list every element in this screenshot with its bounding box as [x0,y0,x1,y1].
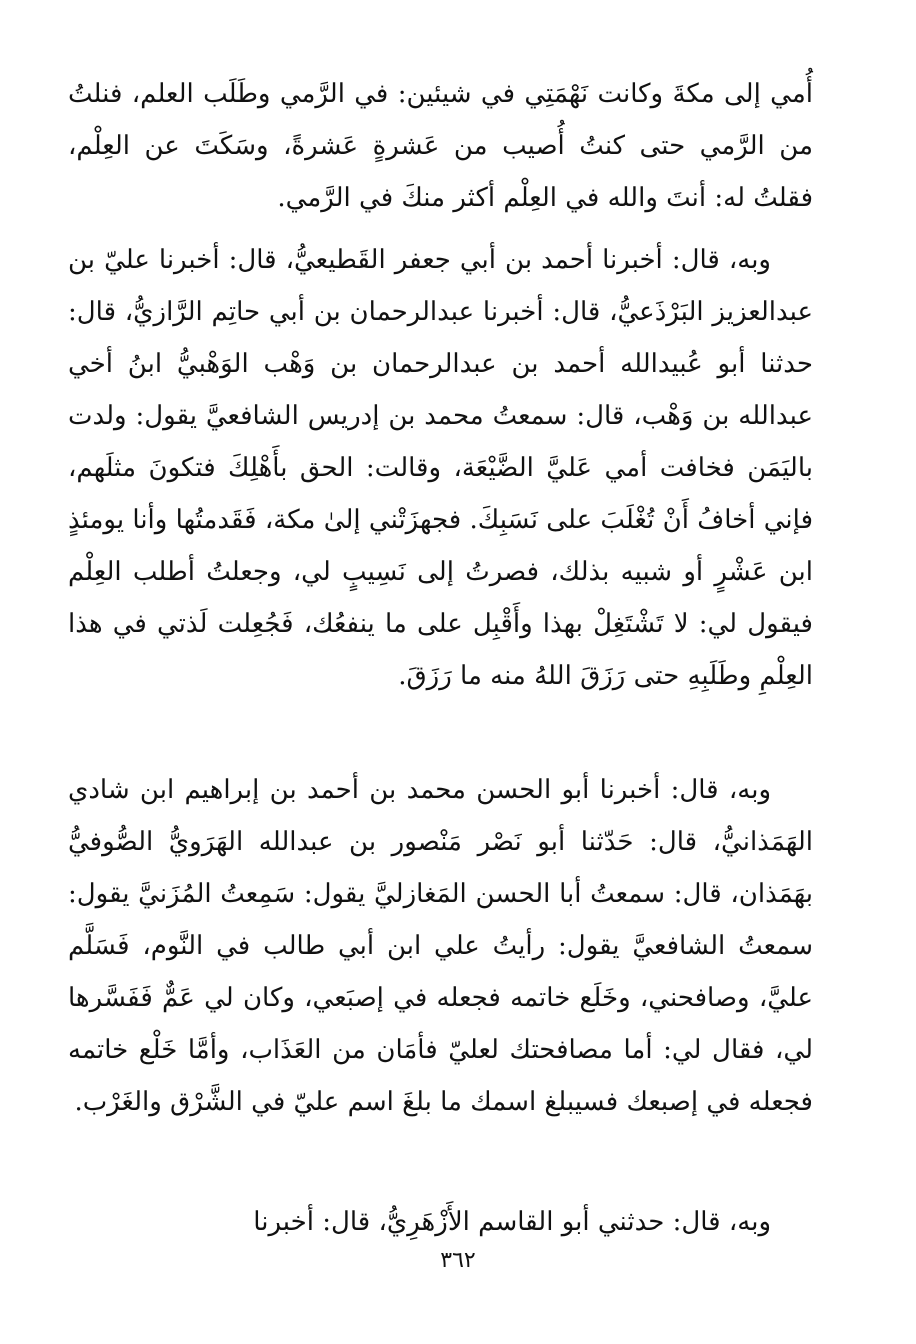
paragraph-shafii-dream-narration: وبه، قال: أخبرنا أبو الحسن محمد بن أحمد بن إبراهيم ابن شادي الهَمَذانيُّ، قال: حَدّثنا أبو نَصْر مَنْصور بن عبدالله الهَرَويُّ الصُّوفيُّ بهَمَذان، قال: سمعتُ أبا الحسن المَغازليَّ يقول: سَمِعتُ المُزَنيَّ يقول: سمعتُ الشافعيَّ يقول: رأيتُ علي ابن أبي طالب في النَّوم، فَسَلَّم عليَّ، وصافحني، وخَلَع خاتمه فجعله في إصبَعي، وكان لي عَمٌّ فَفَسَّرها لي، فقال لي: أما مصافحتك لعليّ فأمَان من العَذَاب، وأمَّا خَلْع خاتمه فجعله في إصبعك فسيبلغ اسمك ما بلغَ اسم عليّ في الشَّرْق والغَرْب. [68,775,813,1117]
paragraph-azhari-narration-start: وبه، قال: حدثني أبو القاسم الأَزْهَرِيُّ، قال: أخبرنا [253,1207,771,1237]
paragraph-continuation: أُمي إلى مكةَ وكانت نَهْمَتِي في شيئين: في الرَّمي وطَلَب العلم، فنلتُ من الرَّمي حتى كنتُ أُصيب من عَشرةٍ عَشرةً، وسَكَتَ عن العِلْم، فقلتُ له: أنتَ والله في العِلْم أكثر منكَ في الرَّمي. [68,79,813,213]
paragraph-shafii-birth-narration: وبه، قال: أخبرنا أحمد بن أبي جعفر القَطيعيُّ، قال: أخبرنا عليّ بن عبدالعزيز البَرْذَعيُّ، قال: أخبرنا عبدالرحمان بن أبي حاتِم الرَّازيُّ، قال: حدثنا أبو عُبيدالله أحمد بن عبدالرحمان بن وَهْب الوَهْبيُّ ابنُ أخي عبدالله بن وَهْب، قال: سمعتُ محمد بن إدريس الشافعيَّ يقول: ولدت باليَمَن فخافت أمي عَليَّ الضَّيْعَة، وقالت: الحق بأَهْلِكَ فتكونَ مثلَهم، فإني أخافُ أَنْ تُغْلَبَ على نَسَبِكَ. فجهزَتْني إلىٰ مكة، فَقَدمتُها وأنا يومئذٍ ابن عَشْرٍ أو شبيه بذلك، فصرتُ إلى نَسِيبٍ لي، وجعلتُ أطلب العِلْم فيقول لي: لا تَشْتَغِلْ بهذا وأَقْبِل على ما ينفعُك، فَجُعِلت لَذتي في هذا العِلْمِ وطَلَبِهِ حتى رَزَقَ اللهُ منه ما رَزَقَ. [68,245,813,691]
page-number: ٣٦٢ [440,1248,476,1273]
